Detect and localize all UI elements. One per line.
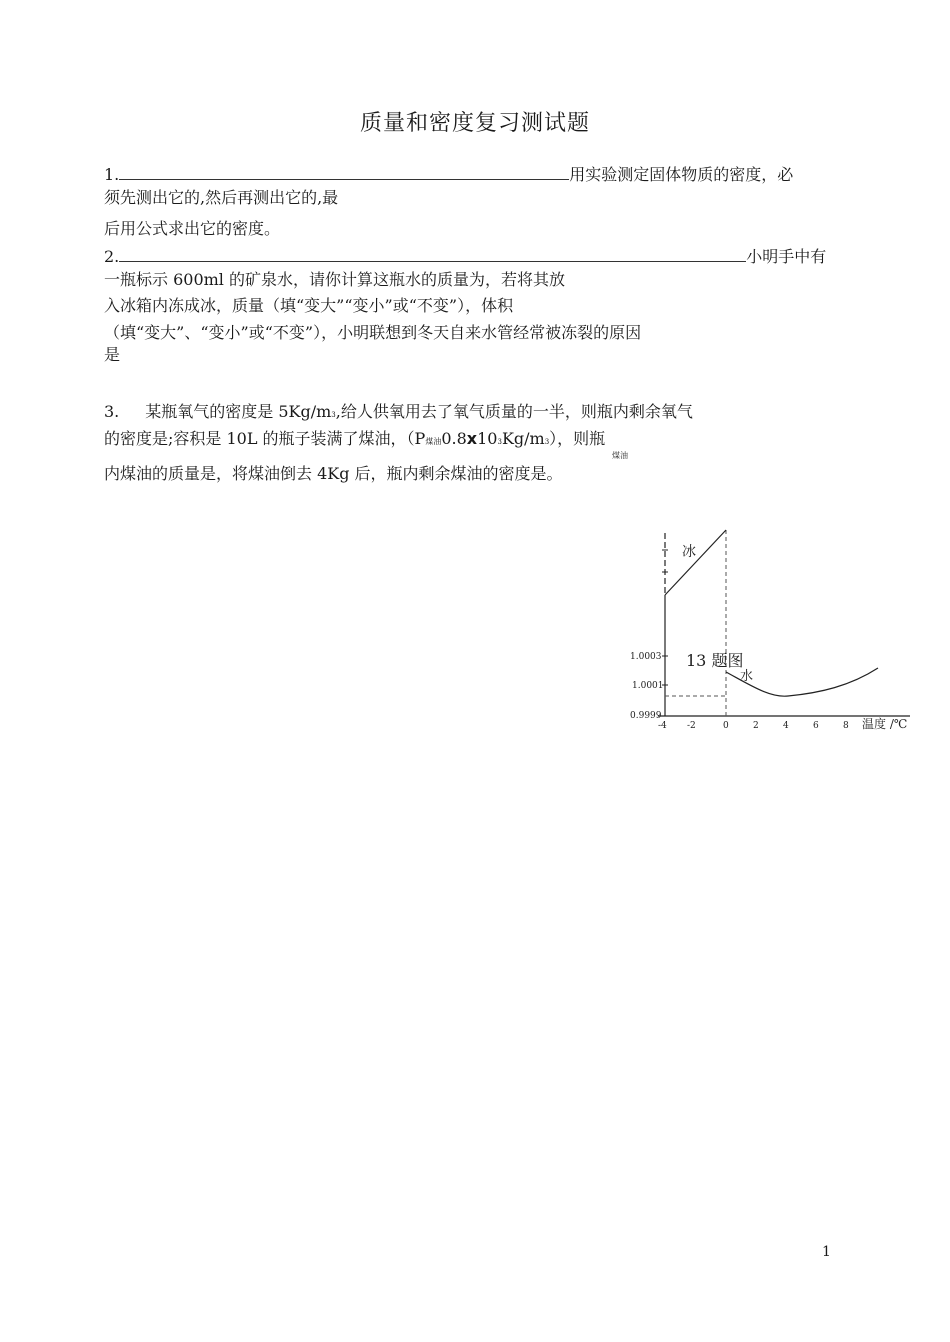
question-3-subscript-label: 煤油 [612, 451, 628, 460]
x-axis-label: 温度 /℃ [862, 717, 908, 731]
question-1-line-1 [104, 164, 793, 186]
question-1-line-3: 后用公式求出它的密度。 [104, 219, 281, 238]
question-3-line-1: 3. 某瓶氧气的密度是 5Kg/m3,给人供氧用去了氧气质量的一半，则瓶内剩余氧气 [104, 402, 693, 421]
figure-caption: 13 题图 [686, 651, 744, 670]
y-tick-label: 1.0001 [632, 681, 664, 691]
x-tick-label: -2 [687, 721, 696, 731]
question-2-line-4: （填“变大”、“变小”或“不变”），小明联想到冬天自来水管经常被冻裂的原因 [104, 323, 642, 342]
question-3-number: 3. [104, 402, 120, 421]
page-title: 质量和密度复习测试题 [359, 111, 590, 136]
question-2-line-5: 是 [104, 345, 121, 364]
y-tick-label: 0.9999 [630, 711, 662, 721]
x-tick-label: 0 [723, 721, 729, 731]
question-2-line-1 [104, 246, 826, 268]
question-1-text-a: 用实验测定固体物质的密度，必 [569, 165, 794, 184]
question-3-line-2: 的密度是;容积是 10L 的瓶子装满了煤油，（P煤油0.8x103Kg/m3），则瓶 [104, 429, 606, 448]
question-2-line-3: 入冰箱内冻成冰，质量（填“变大”“变小”或“不变”），体积 [104, 296, 514, 315]
x-tick-label: 6 [813, 721, 819, 731]
question-1-answer-blank[interactable] [119, 165, 569, 180]
question-2-number: 2. [104, 247, 120, 266]
question-3-line-3: 内煤油的质量是，将煤油倒去 4Kg 后，瓶内剩余煤油的密度是。 [104, 464, 563, 483]
water-label: 水 [740, 669, 754, 684]
question-2-answer-blank[interactable] [119, 247, 746, 262]
ice-label: 冰 [682, 544, 696, 560]
page-number: 1 [822, 1244, 831, 1260]
x-tick-label: 8 [843, 721, 849, 731]
question-1-number: 1. [104, 165, 120, 184]
density-temperature-figure [620, 520, 920, 745]
question-1-line-2: 须先测出它的,然后再测出它的,最 [104, 188, 339, 207]
x-tick-label: 4 [783, 721, 789, 731]
y-tick-label: 1.0003 [630, 652, 662, 662]
question-2-line-2: 一瓶标示 600ml 的矿泉水，请你计算这瓶水的质量为，若将其放 [104, 270, 566, 289]
question-2-text-a: 小明手中有 [746, 247, 827, 266]
ice-density-line [665, 530, 726, 595]
x-tick-label: -4 [658, 721, 667, 731]
x-tick-label: 2 [753, 721, 759, 731]
